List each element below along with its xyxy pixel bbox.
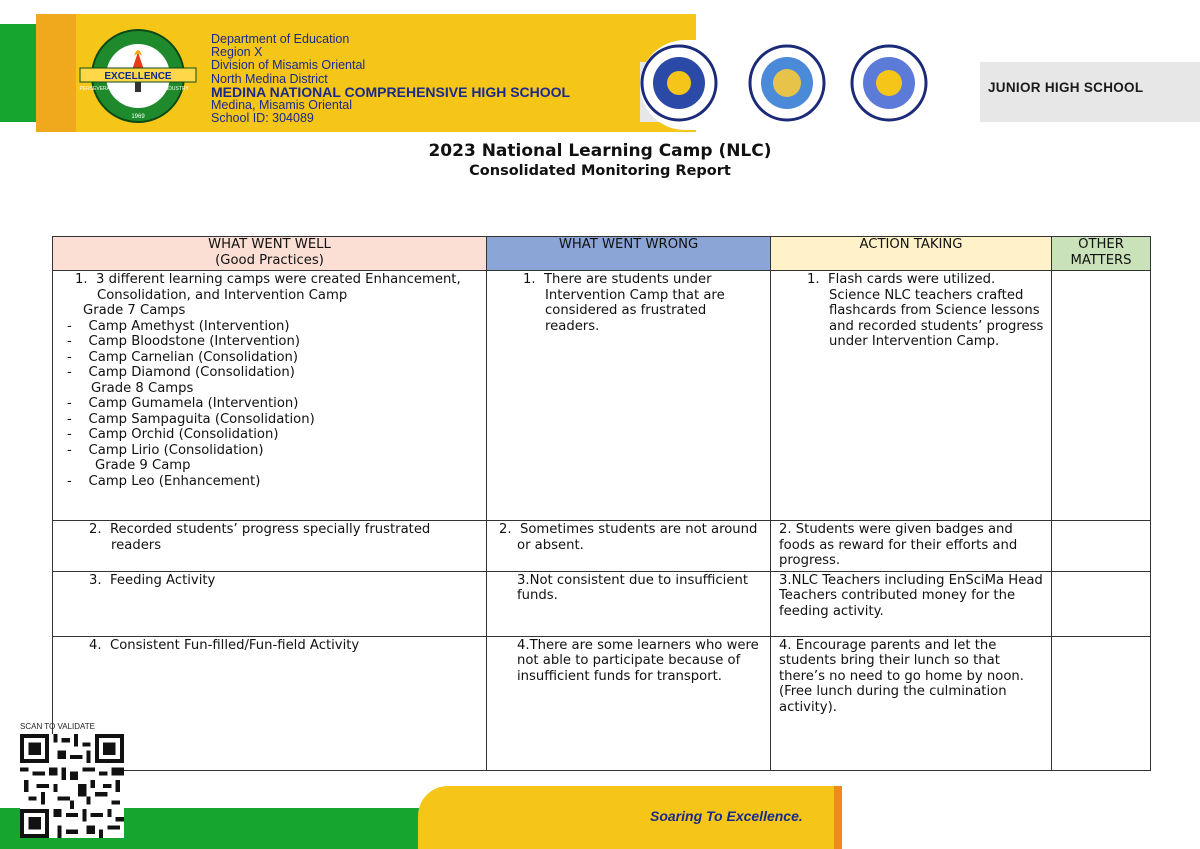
cell-other-matters — [1052, 271, 1151, 521]
cell-action-taking — [771, 571, 1052, 636]
item-number: 2. — [499, 522, 512, 537]
camp-name: Camp Amethyst (Intervention) — [88, 318, 290, 334]
table-row — [53, 571, 1151, 636]
item-number: 4. — [89, 637, 102, 653]
item-number: 1. — [75, 272, 88, 287]
camp-name: Camp Carnelian (Consolidation) — [88, 349, 299, 365]
cell-action-taking — [771, 636, 1052, 770]
cell-action-taking — [771, 271, 1052, 521]
list-item: 3.NLC Teachers including EnSciMa Head Teachers contributed money for the feeding activity. — [779, 572, 1043, 619]
level-label: JUNIOR HIGH SCHOOL — [988, 80, 1144, 95]
camp-name: Camp Bloodstone (Intervention) — [88, 334, 301, 349]
header-orange-accent — [36, 14, 76, 132]
grade-heading: Grade 7 Camps — [83, 303, 186, 318]
logo-banner-text: EXCELLENCE — [104, 71, 172, 82]
table-row — [53, 271, 1151, 521]
cell-went-wrong — [487, 521, 771, 572]
item-text: Recorded students’ progress specially frustrated readers — [109, 522, 431, 553]
item-number: 2. — [89, 522, 102, 537]
list-item — [59, 638, 480, 654]
school-line-department: Department of Education — [211, 32, 350, 46]
grade-heading: Grade 9 Camp — [95, 458, 191, 473]
item-number: 1. — [523, 272, 536, 287]
header-other-matters — [1052, 237, 1151, 271]
camp-item: - Camp Gumamela (Intervention) — [67, 396, 299, 411]
camp-item: - Camp Amethyst (Intervention) — [67, 318, 290, 334]
division-seal — [748, 44, 826, 122]
camp-name: Camp Leo (Enhancement) — [88, 473, 261, 489]
school-line-region: Region X — [211, 45, 263, 60]
camp-item: - Camp Leo (Enhancement) — [67, 473, 261, 489]
cell-went-well — [53, 571, 487, 636]
logo-right-text: INDUSTRY — [163, 86, 189, 92]
school-logo — [72, 26, 204, 126]
camp-item: - Camp Orchid (Consolidation) — [67, 427, 279, 442]
document-title: 2023 National Learning Camp (NLC) — [428, 141, 772, 161]
list-item — [59, 522, 480, 553]
camp-name: Camp Sampaguita (Consolidation) — [88, 411, 315, 427]
table-row — [53, 636, 1151, 770]
list-item: 3.Not consistent due to insufficient funds. — [517, 572, 748, 603]
item-text: Flash cards were utilized. Science NLC teachers crafted flashcards from Science lessons and recorded students’ progress under Intervention Camp. — [827, 272, 1044, 349]
header-other-sublabel: MATTERS — [1070, 252, 1132, 268]
cell-other-matters — [1052, 636, 1151, 770]
cell-action-taking — [771, 521, 1052, 572]
camp-item: - Camp Lirio (Consolidation) — [67, 442, 264, 458]
header-green-band — [0, 24, 40, 122]
cell-went-wrong — [487, 571, 771, 636]
list-item — [777, 272, 1045, 350]
monitoring-table — [52, 236, 1151, 771]
camp-name: Camp Lirio (Consolidation) — [88, 442, 264, 458]
list-item: 4.There are some learners who were not able to participate because of insufficient funds for transport. — [517, 637, 759, 684]
district-seal — [850, 44, 928, 122]
cell-went-wrong — [487, 636, 771, 770]
school-line-district: North Medina District — [211, 71, 328, 86]
logo-left-text: PERSEVERANCE — [79, 86, 121, 92]
header-went-wrong: WHAT WENT WRONG — [487, 237, 771, 271]
school-line-division: Division of Misamis Oriental — [211, 58, 366, 73]
document-subtitle: Consolidated Monitoring Report — [469, 163, 731, 179]
cell-other-matters — [1052, 521, 1151, 572]
list-item — [59, 573, 480, 589]
school-name: MEDINA NATIONAL COMPREHENSIVE HIGH SCHOOL — [211, 83, 571, 100]
logo-year-text: 1969 — [131, 114, 145, 120]
item-text: Feeding Activity — [109, 572, 216, 588]
table-header-row — [53, 237, 1151, 271]
item-number: 3. — [89, 572, 102, 588]
grade-heading: Grade 8 Camps — [91, 380, 194, 396]
qr-code-icon[interactable] — [20, 734, 124, 838]
camp-item: - Camp Diamond (Consolidation) — [67, 365, 295, 380]
list-item — [493, 272, 764, 334]
item-text: Consistent Fun-filled/Fun-field Activity — [109, 637, 360, 653]
cell-other-matters — [1052, 571, 1151, 636]
item-text: 3 different learning camps were created Enhancement, Consolidation, and Intervention Camp — [95, 272, 461, 303]
list-item — [493, 522, 764, 553]
table-row — [53, 521, 1151, 572]
camp-item: - Camp Bloodstone (Intervention) — [67, 334, 301, 349]
header-went-well-label: WHAT WENT WELL — [208, 237, 331, 252]
item-text: There are students under Intervention Camp that are considered as frustrated readers. — [543, 272, 725, 334]
list-item: 2. Students were given badges and foods as reward for their efforts and progress. — [779, 522, 1018, 568]
camp-name: Camp Gumamela (Intervention) — [88, 396, 299, 411]
item-text: Sometimes students are not around or absent. — [517, 522, 758, 553]
school-id: School ID: 304089 — [211, 111, 314, 126]
header-went-well — [53, 237, 487, 271]
camp-item: - Camp Sampaguita (Consolidation) — [67, 411, 315, 427]
header-other-label: OTHER — [1078, 237, 1124, 252]
list-item — [59, 272, 480, 303]
camp-name: Camp Orchid (Consolidation) — [88, 427, 279, 442]
item-number: 1. — [807, 272, 820, 287]
cell-went-wrong — [487, 271, 771, 521]
school-address: Medina, Misamis Oriental — [211, 98, 353, 113]
cell-went-well — [53, 271, 487, 521]
qr-label: SCAN TO VALIDATE — [20, 722, 95, 731]
camp-name: Camp Diamond (Consolidation) — [88, 365, 295, 380]
header-action-taking: ACTION TAKING — [771, 237, 1052, 271]
list-item-note: (Free lunch during the culmination activity). — [779, 684, 1007, 715]
list-item: 4. Encourage parents and let the students bring their lunch so that there’s no need to go home by noon. — [779, 637, 1024, 684]
camp-item: - Camp Carnelian (Consolidation) — [67, 349, 299, 365]
school-slogan: Soaring To Excellence. — [650, 808, 803, 824]
header-went-well-sublabel: (Good Practices) — [215, 252, 324, 268]
footer-orange-accent — [834, 786, 842, 849]
deped-seal — [640, 44, 718, 122]
letterhead — [0, 0, 1200, 132]
school-info — [211, 33, 570, 125]
cell-went-well — [53, 521, 487, 572]
